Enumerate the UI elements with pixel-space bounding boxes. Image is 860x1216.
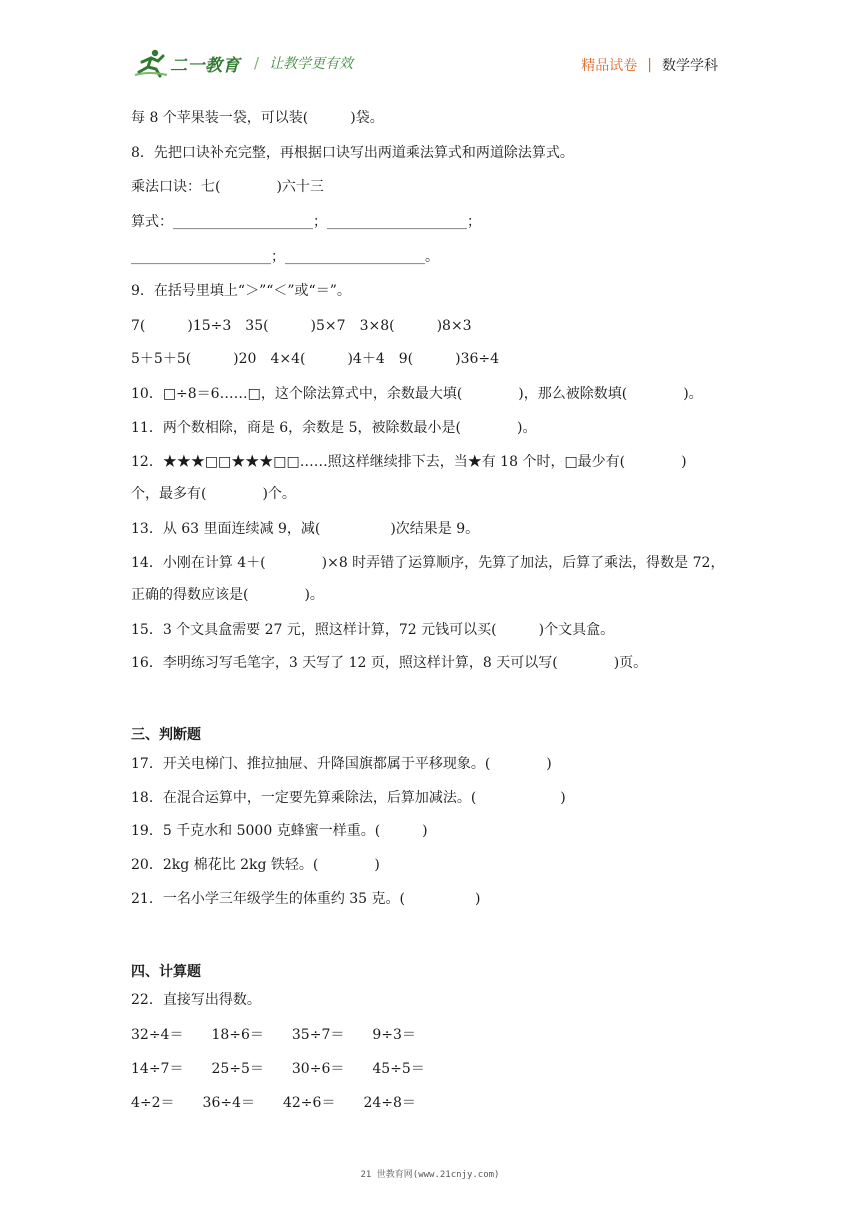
q20: 20．2kg 棉花比 2kg 铁轻。( ): [131, 857, 380, 873]
page-footer: 21 世教育网(www.21cnjy.com): [360, 1170, 500, 1180]
logo-slogan: 让教学更有效: [269, 56, 354, 72]
page-header: [0, 0, 860, 100]
q21: 21．一名小学三年级学生的体重约 35 克。( ): [131, 891, 481, 907]
tag-divider: |: [647, 57, 652, 73]
q12-line-2: 个，最多有( )个。: [131, 486, 296, 502]
section-calculation-heading: 四、计算题: [131, 964, 201, 980]
q14-line-1: 14．小刚在计算 4＋( )×8 时弄错了运算顺序，先算了加法，后算了乘法，得数是 72，: [131, 555, 725, 571]
calc-row-3: 4÷2＝ 36÷4＝ 42÷6＝ 24÷8＝: [131, 1095, 416, 1111]
tag-quality-paper: 精品试卷: [581, 58, 638, 74]
q8-title: 8．先把口诀补充完整，再根据口诀写出两道乘法算式和两道除法算式。: [131, 145, 574, 161]
q10: 10．□÷8＝6……□，这个除法算式中，余数最大填( )，那么被除数填( )。: [131, 386, 703, 402]
q9-row-1: 7( )15÷3 35( )5×7 3×8( )8×3: [131, 318, 472, 334]
logo: [134, 48, 353, 78]
q16: 16．李明练习写毛笔字，3 天写了 12 页，照这样计算，8 天可以写( )页。: [131, 655, 648, 671]
q11: 11．两个数相除，商是 6，余数是 5，被除数最小是( )。: [131, 420, 537, 436]
section-judgement-heading: 三、判断题: [131, 727, 201, 743]
q22-title: 22．直接写出得数。: [131, 992, 261, 1008]
q13: 13．从 63 里面连续减 9，减( )次结果是 9。: [131, 521, 480, 537]
q15: 15．3 个文具盒需要 27 元，照这样计算，72 元钱可以买( )个文具盒。: [131, 622, 615, 638]
q17: 17．开关电梯门、推拉抽屉、升降国旗都属于平移现象。( ): [131, 756, 552, 772]
header-tags: [581, 55, 718, 75]
calc-row-2: 14÷7＝ 25÷5＝ 30÷6＝ 45÷5＝: [131, 1061, 425, 1077]
q9-title: 9．在括号里填上“＞”“＜”或“＝”。: [131, 283, 351, 299]
runner-logo-icon: [134, 48, 168, 78]
q8-equations-line-1: 算式：____________________；____________________；: [131, 214, 481, 230]
q9-row-2: 5＋5＋5( )20 4×4( )4＋4 9( )36÷4: [131, 351, 500, 367]
q14-line-2: 正确的得数应该是( )。: [131, 587, 324, 603]
q8-equations-line-2: ____________________；____________________。: [131, 249, 439, 265]
q18: 18．在混合运算中，一定要先算乘除法，后算加减法。( ): [131, 790, 566, 806]
calc-row-1: 32÷4＝ 18÷6＝ 35÷7＝ 9÷3＝: [131, 1027, 416, 1043]
tag-subject: 数学学科: [662, 58, 718, 74]
logo-name: 二一教育: [170, 55, 240, 76]
q12-line-1: 12．★★★□□★★★□□……照这样继续排下去，当★有 18 个时，□最少有( ): [131, 454, 687, 470]
q7-continuation: 每 8 个苹果装一袋，可以装( )袋。: [131, 110, 384, 126]
logo-separator: /: [254, 54, 260, 72]
q8-multiplication-rhyme: 乘法口诀：七( )六十三: [131, 179, 324, 195]
q19: 19．5 千克水和 5000 克蜂蜜一样重。( ): [131, 823, 428, 839]
